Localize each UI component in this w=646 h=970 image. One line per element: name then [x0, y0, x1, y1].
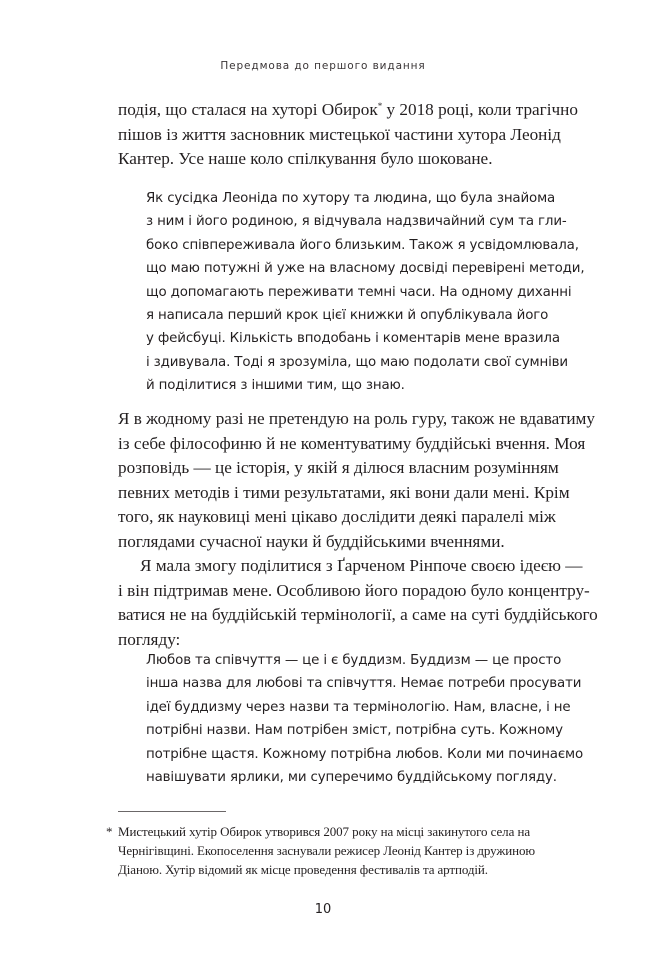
paragraph-rinpoche [118, 554, 598, 652]
quote-line: і здивувала. Тоді я зрозуміла, що маю подолати свої сумніви [146, 354, 568, 370]
quote-line: ідеї буддизму через назви та термінологію. Нам, власне, і не [146, 699, 571, 715]
quote-line: навішувати ярлики, ми суперечимо буддійському погляду. [146, 770, 557, 786]
text-line-start: подія, що сталася на хуторі Обирок [118, 100, 378, 119]
paragraph-not-guru [118, 407, 596, 554]
text-line: певних методів і тими результатами, які вони дали мені. Крім [118, 482, 570, 502]
page-number: 10 [314, 902, 332, 917]
footnote-line: Діаною. Хутір відомий як місце проведення фестивалів та артподій. [118, 862, 488, 877]
footnote-line: Чернігівщині. Екопоселення заснували режисер Леонід Кантер із дружиною [118, 843, 535, 858]
text-line: Я мала змогу поділитися з Ґарченом Рінпоче своєю ідеєю — [140, 556, 583, 575]
quote-line: у фейсбуці. Кількість вподобань і коментарів мене вразила [146, 331, 560, 347]
text-line: із себе філософиню й не коментуватиму буддійські вчення. Моя [118, 433, 586, 453]
footnote [106, 822, 535, 879]
block-quote-rinpoche [146, 649, 584, 789]
footnote-divider [118, 811, 226, 812]
quote-line: я написала перший крок цієї книжки й опублікувала його [146, 308, 549, 324]
footnote-mark: * [106, 824, 113, 839]
text-line [118, 98, 578, 123]
quote-line: що допомагають переживати темні часи. На одному диханні [146, 284, 572, 300]
paragraph-intro [118, 98, 578, 172]
text-line: пішов із життя засновник мистецької частини хутора Леонід [118, 124, 561, 144]
quote-line: Як сусідка Леоніда по хутору та людина, що була знайома [146, 191, 556, 206]
text-line: того, як науковиці мені цікаво дослідити деякі паралелі між [118, 507, 556, 526]
text-line: ватися не на буддійській термінології, а саме на суті буддійського [118, 605, 598, 624]
text-line: поглядами сучасної науки й буддійськими вченнями. [118, 531, 505, 551]
footnote-text [118, 822, 535, 879]
text-line: погляду: [118, 629, 181, 649]
text-line-end: у 2018 році, коли трагічно [382, 100, 578, 119]
text-line: і він підтримав мене. Особливою його порадою було концентру- [118, 580, 590, 600]
footnote-line: Мистецький хутір Обирок утворився 2007 року на місці закинутого села на [118, 824, 530, 839]
text-line: Я в жодному разі не претендую на роль гуру, також не вдаватиму [118, 409, 596, 428]
block-quote-neighbor [146, 187, 585, 398]
quote-line: з ним і його родиною, я відчувала надзвичайний сум та гли- [146, 214, 567, 230]
quote-line: й поділитися з іншими тим, що знаю. [146, 378, 405, 394]
quote-line: боко співпереживала його близьким. Також я усвідомлювала, [146, 237, 579, 253]
running-header: Передмова до першого видання [220, 60, 426, 72]
footnote-marker[interactable]: * [377, 101, 383, 111]
quote-line: потрібні назви. Нам потрібен зміст, потрібна суть. Кожному [146, 723, 563, 739]
quote-line: потрібне щастя. Кожному потрібна любов. Коли ми починаємо [146, 746, 584, 762]
text-line: розповідь — це історія, у якій я ділюся власним розумінням [118, 458, 559, 477]
quote-line: інша назва для любові та співчуття. Немає потреби просувати [146, 676, 582, 692]
quote-line: що маю потужні й уже на власному досвіді перевірені методи, [146, 261, 585, 277]
quote-line: Любов та співчуття — це і є буддизм. Буддизм — це просто [146, 653, 562, 668]
text-line: Кантер. Усе наше коло спілкування було шоковане. [118, 149, 493, 168]
